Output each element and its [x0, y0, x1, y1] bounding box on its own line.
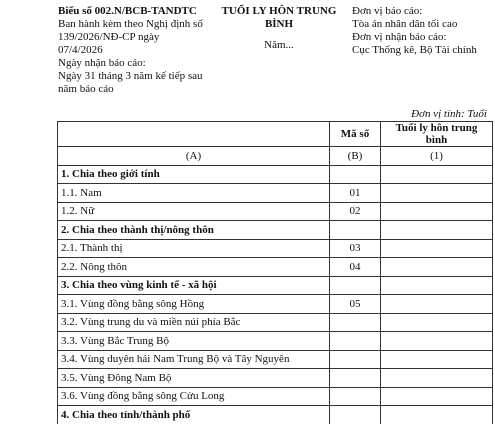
row-code: 01: [330, 184, 381, 203]
row-value-cell[interactable]: [381, 276, 493, 295]
report-header: [0, 0, 495, 120]
header-code: Mã số: [330, 122, 381, 147]
receiver-value: Cục Thống kê, Bộ Tài chính: [352, 44, 492, 57]
row-value-cell[interactable]: [381, 332, 493, 351]
row-value-cell[interactable]: [381, 350, 493, 369]
form-code: Biểu số 002.N/BCB-TANDTC: [58, 5, 203, 18]
received-value: Ngày 31 tháng 3 năm kế tiếp sau năm báo cáo: [58, 70, 203, 96]
table-section-row: [58, 406, 493, 424]
row-code: [330, 221, 381, 240]
letter-code: (B): [330, 147, 381, 166]
report-year: Năm...: [218, 39, 340, 52]
row-code: [330, 387, 381, 406]
row-code: [330, 350, 381, 369]
row-value-cell[interactable]: [381, 165, 493, 184]
table-header-row: [58, 122, 493, 147]
row-label: 4. Chia theo tỉnh/thành phố: [58, 406, 330, 424]
row-value-cell[interactable]: [381, 184, 493, 203]
row-value-cell[interactable]: [381, 202, 493, 221]
row-label: 2.1. Thành thị: [58, 239, 330, 258]
report-title-block: [218, 5, 340, 52]
row-label: 2.2. Nông thôn: [58, 258, 330, 277]
table-row: [58, 369, 493, 388]
row-label: 3.4. Vùng duyên hải Nam Trung Bộ và Tây Nguyên: [58, 350, 330, 369]
table-row: [58, 239, 493, 258]
row-value-cell[interactable]: [381, 221, 493, 240]
row-label: 2. Chia theo thành thị/nông thôn: [58, 221, 330, 240]
table-row: [58, 313, 493, 332]
table-row: [58, 295, 493, 314]
row-value-cell[interactable]: [381, 406, 493, 424]
row-code: [330, 165, 381, 184]
row-value-cell[interactable]: [381, 369, 493, 388]
report-table: [57, 121, 493, 424]
received-label: Ngày nhận báo cáo:: [58, 57, 203, 70]
row-code: [330, 406, 381, 424]
row-label: 1.1. Nam: [58, 184, 330, 203]
form-info: [58, 5, 203, 96]
row-label: 3.2. Vùng trung du và miền núi phía Bắc: [58, 313, 330, 332]
row-value-cell[interactable]: [381, 387, 493, 406]
letter-label: (A): [58, 147, 330, 166]
table-row: [58, 387, 493, 406]
row-code: [330, 332, 381, 351]
table-section-row: [58, 276, 493, 295]
row-label: 3.3. Vùng Bắc Trung Bộ: [58, 332, 330, 351]
row-label: 3.1. Vùng đồng bằng sông Hồng: [58, 295, 330, 314]
table-row: [58, 184, 493, 203]
issued-line: Ban hành kèm theo Nghị định số 139/2026/NĐ-CP ngày 07/4/2026: [58, 18, 203, 57]
letter-value: (1): [381, 147, 493, 166]
row-code: 02: [330, 202, 381, 221]
table-section-row: [58, 221, 493, 240]
row-value-cell[interactable]: [381, 295, 493, 314]
row-code: [330, 276, 381, 295]
reporter-value: Tòa án nhân dân tối cao: [352, 18, 492, 31]
table-row: [58, 202, 493, 221]
row-label: 3. Chia theo vùng kinh tế - xã hội: [58, 276, 330, 295]
table-row: [58, 258, 493, 277]
row-value-cell[interactable]: [381, 313, 493, 332]
row-code: [330, 313, 381, 332]
unit-info: [352, 5, 492, 57]
header-label: [58, 122, 330, 147]
table-section-row: [58, 165, 493, 184]
reporter-label: Đơn vị báo cáo:: [352, 5, 492, 18]
header-value: Tuổi ly hôn trung bình: [381, 122, 493, 147]
table-letter-row: [58, 147, 493, 166]
row-label: 3.6. Vùng đồng bằng sông Cửu Long: [58, 387, 330, 406]
row-code: [330, 369, 381, 388]
row-code: 03: [330, 239, 381, 258]
row-label: 3.5. Vùng Đông Nam Bộ: [58, 369, 330, 388]
row-code: 04: [330, 258, 381, 277]
row-label: 1. Chia theo giới tính: [58, 165, 330, 184]
measure-unit: Đơn vị tính: Tuổi: [411, 108, 487, 120]
row-value-cell[interactable]: [381, 239, 493, 258]
receiver-label: Đơn vị nhận báo cáo:: [352, 31, 492, 44]
row-code: 05: [330, 295, 381, 314]
table-body: [58, 165, 493, 424]
table-row: [58, 332, 493, 351]
table-row: [58, 350, 493, 369]
report-title: TUỔI LY HÔN TRUNG BÌNH: [218, 5, 340, 31]
row-label: 1.2. Nữ: [58, 202, 330, 221]
row-value-cell[interactable]: [381, 258, 493, 277]
